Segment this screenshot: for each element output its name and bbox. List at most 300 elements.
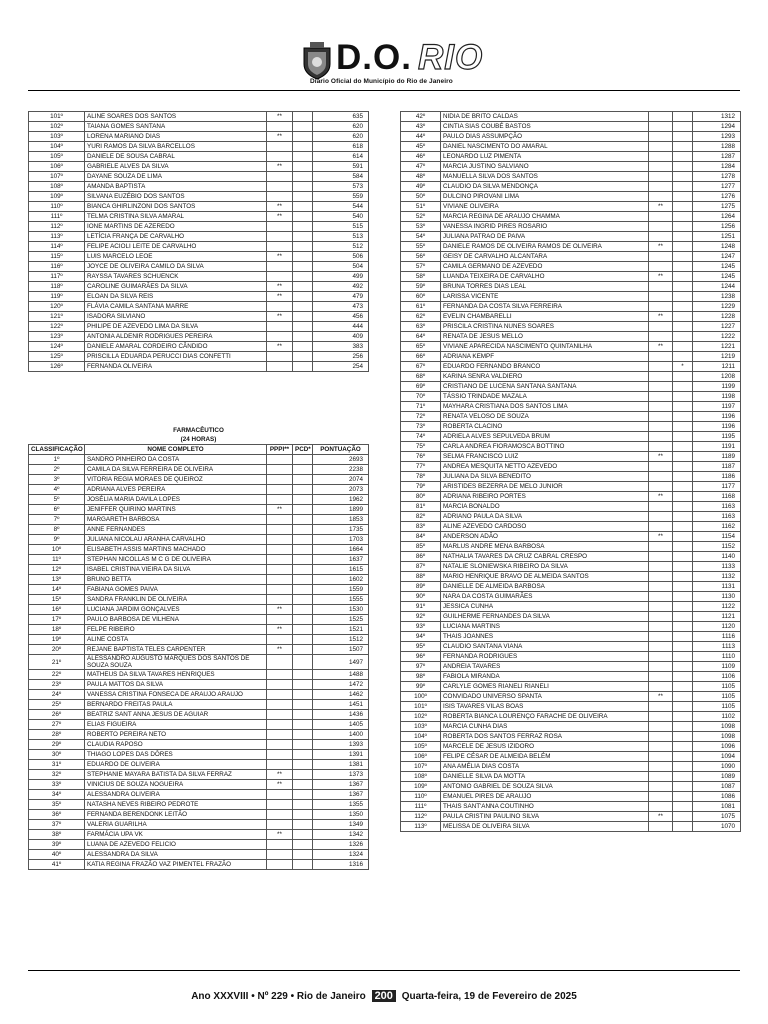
rank-cell: 56º (401, 252, 441, 262)
table-row (29, 830, 369, 840)
table-row (29, 535, 369, 545)
table-row (401, 372, 741, 382)
rank-cell: 11º (29, 555, 85, 565)
pcd-cell (673, 302, 693, 312)
pppi-cell (649, 372, 673, 382)
score-cell: 1208 (693, 372, 741, 382)
score-cell: 383 (313, 342, 369, 352)
pcd-cell (293, 242, 313, 252)
name-cell: FELPE RIBEIRO (85, 625, 267, 635)
table-row (29, 342, 369, 352)
table-row (401, 782, 741, 792)
pppi-cell (267, 485, 293, 495)
score-cell: 1098 (693, 722, 741, 732)
pcd-cell (673, 712, 693, 722)
rank-cell: 45º (401, 142, 441, 152)
score-cell: 1615 (313, 565, 369, 575)
pppi-cell (649, 482, 673, 492)
score-cell: 635 (313, 112, 369, 122)
table-row (401, 282, 741, 292)
name-cell: DANIELLE DE ALMEIDA BARBOSA (441, 582, 649, 592)
pcd-cell (293, 505, 313, 515)
score-cell: 506 (313, 252, 369, 262)
score-cell: 1227 (693, 322, 741, 332)
name-cell: PAULA MATTOS DA SILVA (85, 680, 267, 690)
pppi-cell: ** (267, 342, 293, 352)
pcd-cell (673, 332, 693, 342)
pcd-cell (293, 142, 313, 152)
pcd-cell (673, 192, 693, 202)
score-cell: 584 (313, 172, 369, 182)
score-cell: 540 (313, 212, 369, 222)
rank-cell: 105º (29, 152, 85, 162)
name-cell: ANNE FERNANDES (85, 525, 267, 535)
table-row (401, 542, 741, 552)
rank-cell: 85º (401, 542, 441, 552)
rank-cell: 63º (401, 322, 441, 332)
pppi-cell (649, 612, 673, 622)
score-cell: 1130 (693, 592, 741, 602)
pcd-cell (673, 432, 693, 442)
rank-cell: 114º (29, 242, 85, 252)
table-row (401, 362, 741, 372)
score-cell: 1070 (693, 822, 741, 832)
score-cell: 1962 (313, 495, 369, 505)
name-cell: SANDRO PINHEIRO DA COSTA (85, 455, 267, 465)
rank-cell: 87º (401, 562, 441, 572)
table-row (401, 222, 741, 232)
name-cell: NARA DA COSTA GUIMARÃES (441, 592, 649, 602)
table-row (401, 682, 741, 692)
score-cell: 1472 (313, 680, 369, 690)
pcd-cell (673, 782, 693, 792)
rank-cell: 44º (401, 132, 441, 142)
pcd-cell (673, 692, 693, 702)
name-cell: MARCIA BONALDO (441, 502, 649, 512)
table-row (29, 202, 369, 212)
name-cell: FERNANDA RODRIGUES (441, 652, 649, 662)
name-cell: CLAUDIA RAPOSO (85, 740, 267, 750)
table-row (29, 455, 369, 465)
rank-cell: 29º (29, 740, 85, 750)
score-cell: 479 (313, 292, 369, 302)
name-cell: CARLA ANDREA FIORAMOSCA BOTTINO (441, 442, 649, 452)
pppi-cell (267, 565, 293, 575)
name-cell: DANIELE AMARAL CORDEIRO CÂNDIDO (85, 342, 267, 352)
table-row (29, 495, 369, 505)
pcd-cell (293, 475, 313, 485)
rank-cell: 70º (401, 392, 441, 402)
pppi-cell (267, 840, 293, 850)
table-row (29, 740, 369, 750)
rank-cell: 25º (29, 700, 85, 710)
score-cell: 1244 (693, 282, 741, 292)
pcd-cell (673, 142, 693, 152)
pppi-cell (267, 860, 293, 870)
pcd-cell (293, 850, 313, 860)
table-row (401, 822, 741, 832)
score-cell: 1090 (693, 762, 741, 772)
table-row (29, 770, 369, 780)
rank-cell: 118º (29, 282, 85, 292)
rank-cell: 12º (29, 565, 85, 575)
table-row (29, 312, 369, 322)
table-row (401, 482, 741, 492)
rank-cell: 34º (29, 790, 85, 800)
table-row (29, 585, 369, 595)
pcd-cell (673, 412, 693, 422)
pcd-cell (673, 532, 693, 542)
rank-cell: 51º (401, 202, 441, 212)
rank-cell: 8º (29, 525, 85, 535)
table-row (29, 680, 369, 690)
rank-cell: 52º (401, 212, 441, 222)
pcd-cell (673, 462, 693, 472)
name-cell: CARLYLE GOMES RIANELI RIANELI (441, 682, 649, 692)
pcd-cell (293, 342, 313, 352)
name-cell: FELIPE CÉSAR DE ALMEIDA BELÉM (441, 752, 649, 762)
score-cell: 1199 (693, 382, 741, 392)
rank-cell: 64º (401, 332, 441, 342)
rank-cell: 78º (401, 472, 441, 482)
rank-cell: 22º (29, 670, 85, 680)
section-subtitle: (24 HORAS) (180, 436, 217, 443)
name-cell: DAYANE SOUZA DE LIMA (85, 172, 267, 182)
name-cell: ALINE AZEVEDO CARDOSO (441, 522, 649, 532)
pcd-cell (673, 152, 693, 162)
pppi-cell (649, 432, 673, 442)
table-row (401, 662, 741, 672)
pppi-cell (267, 740, 293, 750)
score-cell: 1163 (693, 512, 741, 522)
pcd-cell (293, 810, 313, 820)
table-row (401, 562, 741, 572)
pppi-cell (267, 242, 293, 252)
pppi-cell (649, 152, 673, 162)
rank-cell: 122º (29, 322, 85, 332)
pppi-cell (267, 655, 293, 670)
name-cell: MARCIA JUSTINO SALVIANO (441, 162, 649, 172)
table-row (29, 840, 369, 850)
name-cell: JOYCE DE OLIVEIRA CAMILO DA SILVA (85, 262, 267, 272)
table-row (29, 292, 369, 302)
name-cell: PRISCILA CRISTINA NUNES SOARES (441, 322, 649, 332)
rank-cell: 16º (29, 605, 85, 615)
pppi-cell (649, 582, 673, 592)
pcd-cell (293, 485, 313, 495)
table-row (29, 282, 369, 292)
score-cell: 1177 (693, 482, 741, 492)
table-row (29, 700, 369, 710)
rank-cell: 54º (401, 232, 441, 242)
name-cell: ADRIANA RIBEIRO PORTES (441, 492, 649, 502)
rank-cell: 111º (401, 802, 441, 812)
pcd-cell (673, 792, 693, 802)
pcd-cell (293, 495, 313, 505)
name-cell: PAULO BARBOSA DE VILHENA (85, 615, 267, 625)
rank-cell: 92º (401, 612, 441, 622)
name-cell: PAULA CRISTINI PAULINO SILVA (441, 812, 649, 822)
rank-cell: 28º (29, 730, 85, 740)
pcd-cell (293, 655, 313, 670)
pppi-cell (267, 152, 293, 162)
name-cell: FABIOLA MIRANDA (441, 672, 649, 682)
name-cell: JENIFFER QUIRINO MARTINS (85, 505, 267, 515)
table-row (401, 182, 741, 192)
table-row (29, 352, 369, 362)
pppi-cell (649, 652, 673, 662)
name-cell: ISADORA SILVIANO (85, 312, 267, 322)
name-cell: ISIS TAVARES VILAS BOAS (441, 702, 649, 712)
table-row (401, 352, 741, 362)
score-cell: 1367 (313, 780, 369, 790)
pcd-cell (673, 772, 693, 782)
table-row (401, 592, 741, 602)
table-row (29, 302, 369, 312)
rank-cell: 31º (29, 760, 85, 770)
name-cell: LUIS MARCELO LEOE (85, 252, 267, 262)
score-cell: 1602 (313, 575, 369, 585)
pcd-cell (673, 282, 693, 292)
pcd-cell (293, 152, 313, 162)
name-cell: LARISSA VICENTE (441, 292, 649, 302)
name-cell: MARLUS ANDRE MENA BARBOSA (441, 542, 649, 552)
pcd-cell (293, 750, 313, 760)
pcd-cell (673, 732, 693, 742)
rank-cell: 55º (401, 242, 441, 252)
pcd-cell (673, 202, 693, 212)
score-cell: 1405 (313, 720, 369, 730)
score-cell: 544 (313, 202, 369, 212)
table-row (401, 302, 741, 312)
pppi-cell (267, 495, 293, 505)
pppi-cell (649, 502, 673, 512)
rank-cell: 116º (29, 262, 85, 272)
pcd-cell (293, 322, 313, 332)
score-cell: 1196 (693, 412, 741, 422)
score-cell: 456 (313, 312, 369, 322)
pppi-cell (649, 142, 673, 152)
score-cell: 1293 (693, 132, 741, 142)
pcd-cell (293, 690, 313, 700)
table-row (29, 262, 369, 272)
rank-cell: 106º (401, 752, 441, 762)
pppi-cell (649, 472, 673, 482)
name-cell: BRUNA TORRES DIAS LEAL (441, 282, 649, 292)
name-cell: ARISTIDES BEZERRA DE MELO JUNIOR (441, 482, 649, 492)
pcd-cell (673, 582, 693, 592)
name-cell: RAYSSA TAVARES SCHUENCK (85, 272, 267, 282)
pppi-cell (649, 302, 673, 312)
rank-cell: 113º (29, 232, 85, 242)
rank-cell: 119º (29, 292, 85, 302)
name-cell: BEATRIZ SANT ANNA JESUS DE AGUIAR (85, 710, 267, 720)
pcd-cell (293, 212, 313, 222)
pppi-cell (267, 122, 293, 132)
score-cell: 1098 (693, 732, 741, 742)
page-footer (0, 990, 768, 1002)
name-cell: MARCIA REGINA DE ARAUJO CHAMMA (441, 212, 649, 222)
pcd-cell (673, 702, 693, 712)
pcd-cell (673, 252, 693, 262)
pcd-cell (293, 162, 313, 172)
name-cell: DANIELE DE SOUSA CABRAL (85, 152, 267, 162)
pppi-cell (649, 642, 673, 652)
rank-cell: 60º (401, 292, 441, 302)
pcd-cell (293, 112, 313, 122)
pcd-cell (293, 302, 313, 312)
name-cell: SELMA FRANCISCO LUIZ (441, 452, 649, 462)
name-cell: CAMILA DA SILVA FERREIRA DE OLIVEIRA (85, 465, 267, 475)
rank-cell: 125º (29, 352, 85, 362)
rank-cell: 32º (29, 770, 85, 780)
score-cell: 559 (313, 192, 369, 202)
pcd-cell (673, 672, 693, 682)
score-cell: 1853 (313, 515, 369, 525)
pcd-cell (673, 392, 693, 402)
pppi-cell (649, 332, 673, 342)
score-cell: 1195 (693, 432, 741, 442)
table-row (401, 212, 741, 222)
header-pppi: PPPI** (267, 445, 293, 455)
score-cell: 1276 (693, 192, 741, 202)
table-row (401, 642, 741, 652)
pcd-cell (293, 585, 313, 595)
pppi-cell (649, 622, 673, 632)
pppi-cell: ** (267, 282, 293, 292)
table-row (401, 762, 741, 772)
pppi-cell: ** (267, 252, 293, 262)
table-row (401, 402, 741, 412)
table-row (29, 555, 369, 565)
pppi-cell (649, 352, 673, 362)
pppi-cell (649, 222, 673, 232)
pcd-cell (293, 780, 313, 790)
pppi-cell (649, 262, 673, 272)
rank-cell: 100º (401, 692, 441, 702)
score-cell: 1116 (693, 632, 741, 642)
table-row (401, 652, 741, 662)
table-row (29, 720, 369, 730)
pppi-cell (649, 162, 673, 172)
pppi-cell (267, 820, 293, 830)
rank-cell: 37º (29, 820, 85, 830)
name-cell: VANESSA CRISTINA FONSECA DE ARAUJO ARAUJO (85, 690, 267, 700)
rank-cell: 27º (29, 720, 85, 730)
pcd-cell (293, 720, 313, 730)
rank-cell: 111º (29, 212, 85, 222)
name-cell: BIANCA GHIRLINZONI DOS SANTOS (85, 202, 267, 212)
pppi-cell (649, 722, 673, 732)
name-cell: ANDERSON ADÃO (441, 532, 649, 542)
score-cell: 1131 (693, 582, 741, 592)
name-cell: TAIANA GOMES SANTANA (85, 122, 267, 132)
pcd-cell (293, 820, 313, 830)
pppi-cell (649, 392, 673, 402)
rank-cell: 41º (29, 860, 85, 870)
pcd-cell (293, 790, 313, 800)
name-cell: FERNANDA BERENDONK LEITÃO (85, 810, 267, 820)
pppi-cell (649, 322, 673, 332)
table-row (401, 622, 741, 632)
rank-cell: 94º (401, 632, 441, 642)
name-cell: LUCIANA MARTINS (441, 622, 649, 632)
name-cell: STEPHANIE MAYARA BATISTA DA SILVA FERRAZ (85, 770, 267, 780)
name-cell: CAMILA GERMANO DE AZEVEDO (441, 262, 649, 272)
name-cell: ELISABETH ASSIS MARTINS MACHADO (85, 545, 267, 555)
name-cell: MATHEUS DA SILVA TAVARES HENRIQUES (85, 670, 267, 680)
table-row (401, 312, 741, 322)
table-row (401, 162, 741, 172)
rank-cell: 107º (29, 172, 85, 182)
table-row (401, 202, 741, 212)
pcd-cell (293, 595, 313, 605)
pcd-cell (673, 242, 693, 252)
pppi-cell (649, 292, 673, 302)
rank-cell: 4º (29, 485, 85, 495)
pppi-cell (267, 192, 293, 202)
score-cell: 1168 (693, 492, 741, 502)
score-cell: 2693 (313, 455, 369, 465)
score-cell: 1120 (693, 622, 741, 632)
rank-cell: 65º (401, 342, 441, 352)
score-cell: 256 (313, 352, 369, 362)
pcd-cell (293, 770, 313, 780)
rank-cell: 75º (401, 442, 441, 452)
table-row (401, 802, 741, 812)
pppi-cell: ** (267, 780, 293, 790)
name-cell: NATALIE SLONIEWSKA RIBEIRO DA SILVA (441, 562, 649, 572)
pcd-cell (293, 352, 313, 362)
name-cell: GABRIELE ALVES DA SILVA (85, 162, 267, 172)
score-cell: 1110 (693, 652, 741, 662)
table-row (401, 732, 741, 742)
score-cell: 1735 (313, 525, 369, 535)
score-cell: 1373 (313, 770, 369, 780)
score-cell: 1703 (313, 535, 369, 545)
score-cell: 1122 (693, 602, 741, 612)
pppi-cell (267, 362, 293, 372)
score-cell: 620 (313, 132, 369, 142)
table-row (29, 222, 369, 232)
table-row (29, 332, 369, 342)
name-cell: EDUARDO FERNANDO BRANCO (441, 362, 649, 372)
name-cell: ANTONIO GABRIEL DE SOUZA SILVA (441, 782, 649, 792)
table-row (401, 702, 741, 712)
rank-cell: 83º (401, 522, 441, 532)
rank-cell: 86º (401, 552, 441, 562)
table-row (29, 362, 369, 372)
score-cell: 1559 (313, 585, 369, 595)
pppi-cell (267, 525, 293, 535)
score-cell: 1228 (693, 312, 741, 322)
table-row (401, 572, 741, 582)
table-row (29, 525, 369, 535)
pcd-cell (673, 402, 693, 412)
pppi-cell: ** (267, 202, 293, 212)
rank-cell: 121º (29, 312, 85, 322)
score-cell: 512 (313, 242, 369, 252)
pppi-cell (649, 752, 673, 762)
table-row (29, 595, 369, 605)
name-cell: TÁSSIO TRINDADE MAZALA (441, 392, 649, 402)
rank-cell: 62º (401, 312, 441, 322)
name-cell: NATASHA NEVES RIBEIRO PEDROTE (85, 800, 267, 810)
pcd-cell (293, 455, 313, 465)
name-cell: VALERIA GUARILHA (85, 820, 267, 830)
name-cell: LUANDA TEIXEIRA DE CARVALHO (441, 272, 649, 282)
pcd-cell (673, 622, 693, 632)
